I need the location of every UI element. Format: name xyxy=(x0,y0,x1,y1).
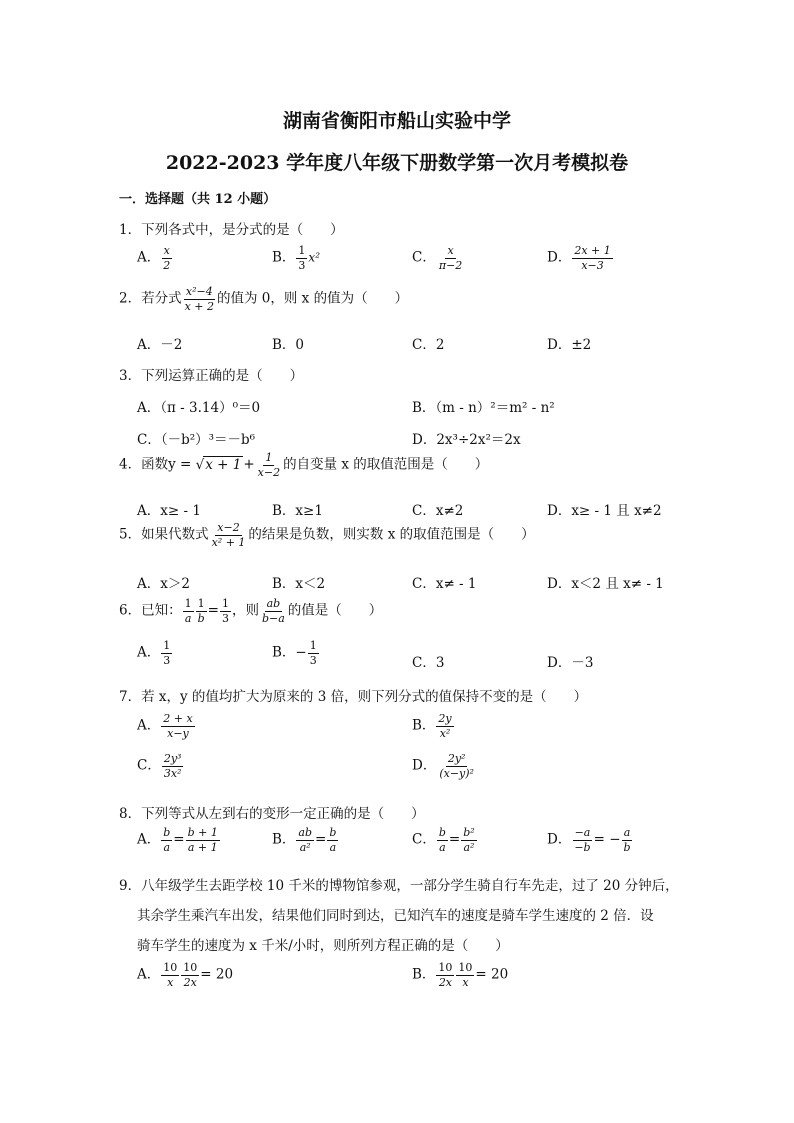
denominator: a xyxy=(439,840,446,854)
denominator: b xyxy=(197,611,205,625)
fraction xyxy=(327,827,338,853)
denominator: 3 xyxy=(309,653,317,667)
fraction xyxy=(437,245,464,271)
numerator: 10 xyxy=(183,961,198,974)
numerator: 1 xyxy=(221,597,229,610)
equals-sign: = xyxy=(448,831,461,848)
numerator: 1 xyxy=(265,451,273,464)
q2-option-b: B．0 xyxy=(272,337,305,353)
stem-text: 的自变量 x 的取值范围是（ ） xyxy=(283,456,489,473)
option-label: B． xyxy=(412,966,436,983)
numerator: 10 xyxy=(438,961,453,974)
fraction xyxy=(436,962,454,988)
option-label: D． xyxy=(547,249,572,266)
equals-minus-sign: = − xyxy=(593,831,621,848)
q9-line1: 9．八年级学生去距学校 10 千米的博物馆参观，一部分学生骑自行车先走，过了 20 分钟后， xyxy=(119,878,679,894)
fraction xyxy=(260,598,287,624)
option-label: C． xyxy=(412,249,436,266)
q6-option-d: D．－3 xyxy=(547,655,594,671)
q7-option-b xyxy=(412,713,455,739)
fraction xyxy=(308,640,319,666)
denominator: x² xyxy=(439,726,451,740)
q3-option-d: D．2x³÷2x²＝2x xyxy=(412,432,521,448)
numerator: 1 xyxy=(298,244,306,257)
fraction xyxy=(572,245,612,271)
fraction xyxy=(181,962,199,988)
q3-option-a: A．（π - 3.14）⁰＝0 xyxy=(137,400,261,416)
numerator: b xyxy=(163,826,171,839)
numerator: 1 xyxy=(184,597,192,610)
q7-option-c xyxy=(137,753,184,779)
option-label: A． xyxy=(137,717,161,734)
equals-sign: = xyxy=(173,831,185,848)
fraction xyxy=(256,452,282,478)
option-label: A． xyxy=(137,831,161,848)
q5-option-b: B．x＜2 xyxy=(272,576,326,592)
option-label: C． xyxy=(412,831,436,848)
numerator: 1 xyxy=(197,597,205,610)
q6-stem xyxy=(119,598,382,624)
fraction xyxy=(183,598,194,624)
denominator: x + 2 xyxy=(184,299,215,313)
q4-stem xyxy=(119,452,488,478)
q5-option-a: A．x＞2 xyxy=(137,576,190,592)
equals-sign: = xyxy=(315,831,327,848)
option-label: D． xyxy=(547,831,572,848)
denominator: a² xyxy=(463,840,475,854)
q7-option-a xyxy=(137,713,196,739)
q6-option-b xyxy=(272,640,320,666)
numerator: 2 + x xyxy=(163,712,193,725)
fraction xyxy=(161,713,194,739)
title-line2: 2022-2023 学年度八年级下册数学第一次月考模拟卷 xyxy=(165,152,629,174)
stem-text: ，则 xyxy=(231,602,259,619)
fraction xyxy=(210,522,248,548)
numerator: x xyxy=(447,244,454,257)
q4-option-c: C．x≠2 xyxy=(412,503,464,519)
stem-text: 的结果是负数，则实数 x 的取值范围是（ ） xyxy=(248,526,535,543)
fraction xyxy=(437,753,476,779)
numerator: 10 xyxy=(163,961,178,974)
numerator: 1 xyxy=(309,639,317,652)
denominator: a xyxy=(163,840,171,854)
q3-option-b: B．（m - n）²＝m² - n² xyxy=(412,400,555,416)
fraction xyxy=(296,827,314,853)
fraction xyxy=(161,827,172,853)
option-label: B． xyxy=(412,717,436,734)
option-label: A． xyxy=(137,644,161,661)
q7-option-d xyxy=(412,753,477,779)
numerator: b xyxy=(438,826,446,839)
denominator: b xyxy=(623,840,631,854)
q1-option-a xyxy=(137,245,173,271)
numerator: ab xyxy=(298,826,313,839)
fraction xyxy=(436,713,453,739)
q4-option-b: B．x≥1 xyxy=(272,503,323,519)
fraction xyxy=(461,827,476,853)
denominator: x xyxy=(462,975,469,989)
numerator: 1 xyxy=(163,639,171,652)
denominator: 2x xyxy=(438,975,453,989)
q8-option-d xyxy=(547,827,634,853)
q1-stem: 1．下列各式中，是分式的是（ ） xyxy=(119,222,344,238)
q3-stem: 3．下列运算正确的是（ ） xyxy=(119,368,304,384)
q6-option-a xyxy=(137,640,173,666)
plus-sign: + xyxy=(243,456,255,473)
fraction xyxy=(572,827,592,853)
q8-option-a xyxy=(137,827,221,853)
denominator: b−a xyxy=(261,611,285,625)
denominator: a² xyxy=(299,840,311,854)
radicand: x + 1 xyxy=(205,456,242,473)
title-line1: 湖南省衡阳市船山实验中学 xyxy=(282,110,511,132)
numerator: x xyxy=(163,244,170,257)
denominator: 3x² xyxy=(163,766,182,780)
denominator: x−2 xyxy=(257,465,281,479)
fraction xyxy=(456,962,474,988)
denominator: π−2 xyxy=(438,258,463,272)
option-label: A． xyxy=(137,966,161,983)
denominator: −b xyxy=(574,840,591,854)
term: x² xyxy=(308,250,320,265)
fraction xyxy=(296,245,307,271)
stem-text: 5．如果代数式 xyxy=(119,526,209,543)
numerator: ab xyxy=(266,597,281,610)
fraction xyxy=(220,598,231,624)
q8-option-c xyxy=(412,827,478,853)
q8-option-b xyxy=(272,827,339,853)
sqrt-expression: √x + 1 xyxy=(195,456,242,473)
equation-tail: = 20 xyxy=(475,966,509,983)
q5-option-d: D．x＜2 且 x≠ - 1 xyxy=(547,576,664,592)
denominator: 3 xyxy=(221,611,229,625)
numerator: x²−4 xyxy=(185,285,213,298)
q4-option-d: D．x≥ - 1 且 x≠2 xyxy=(547,503,662,519)
stem-text: 的值为 0，则 x 的值为（ ） xyxy=(217,290,409,307)
stem-text: 4．函数y = xyxy=(119,456,192,473)
q6-option-c: C．3 xyxy=(412,655,445,671)
q8-stem: 8．下列等式从左到右的变形一定正确的是（ ） xyxy=(119,806,425,822)
numerator: b xyxy=(329,826,337,839)
denominator: a + 1 xyxy=(187,840,218,854)
q1-option-c xyxy=(412,245,465,271)
equals-sign: = xyxy=(207,602,219,619)
q9-line3: 骑车学生的速度为 x 千米/小时，则所列方程正确的是（ ） xyxy=(137,938,509,954)
fraction xyxy=(162,753,184,779)
fraction xyxy=(161,962,179,988)
q1-option-b xyxy=(272,245,320,271)
q9-option-a xyxy=(137,962,233,988)
option-label: C． xyxy=(137,757,161,774)
numerator: 2y² xyxy=(447,752,466,765)
fraction xyxy=(622,827,633,853)
denominator: (x−y)² xyxy=(439,766,474,780)
q7-stem: 7．若 x，y 的值均扩大为原来的 3 倍，则下列分式的值保持不变的是（ ） xyxy=(119,689,588,705)
fraction xyxy=(161,245,172,271)
fraction xyxy=(196,598,207,624)
numerator: a xyxy=(623,826,631,839)
numerator: 2x + 1 xyxy=(574,244,611,257)
fraction xyxy=(437,827,448,853)
option-label: B． xyxy=(272,249,296,266)
option-label: D． xyxy=(412,757,437,774)
numerator: b² xyxy=(463,826,475,839)
denominator: a xyxy=(329,840,337,854)
minus-sign: − xyxy=(295,644,307,661)
q3-option-c: C．（－b²）³＝－b⁶ xyxy=(137,432,256,448)
stem-text: 的值是（ ） xyxy=(287,602,383,619)
numerator: −a xyxy=(574,826,591,839)
q9-option-b xyxy=(412,962,508,988)
q2-option-d: D．±2 xyxy=(547,337,592,353)
q2-option-a: A．－2 xyxy=(137,337,183,353)
denominator: 2x xyxy=(183,975,197,989)
q1-option-d xyxy=(547,245,614,271)
fraction xyxy=(186,827,220,853)
option-label: B． xyxy=(272,831,296,848)
q2-stem xyxy=(119,286,408,312)
stem-text: 6．已知： xyxy=(119,602,182,619)
option-label: B． xyxy=(272,644,296,661)
denominator: 3 xyxy=(163,653,171,667)
denominator: 2 xyxy=(163,258,171,272)
numerator: 2y³ xyxy=(163,752,182,765)
stem-text: 2．若分式 xyxy=(119,290,182,307)
denominator: x−3 xyxy=(581,258,604,272)
option-label: A． xyxy=(137,249,161,266)
q5-option-c: C．x≠ - 1 xyxy=(412,576,477,592)
numerator: 10 xyxy=(458,961,473,974)
numerator: x−2 xyxy=(217,521,240,534)
fraction xyxy=(161,640,172,666)
denominator: x xyxy=(167,975,174,989)
numerator: 2y xyxy=(438,712,452,725)
denominator: x² + 1 xyxy=(211,535,246,549)
fraction xyxy=(183,286,216,312)
numerator: b + 1 xyxy=(187,826,218,839)
denominator: x−y xyxy=(167,726,189,740)
q9-line2: 其余学生乘汽车出发，结果他们同时到达，已知汽车的速度是骑车学生速度的 2 倍．设 xyxy=(137,908,654,924)
denominator: a xyxy=(184,611,192,625)
q4-option-a: A．x≥ - 1 xyxy=(137,503,201,519)
equation-tail: = 20 xyxy=(200,966,234,983)
denominator: 3 xyxy=(298,258,306,272)
q5-stem xyxy=(119,522,535,548)
q2-option-c: C．2 xyxy=(412,337,445,353)
section-heading: 一．选择题（共 12 小题） xyxy=(119,192,277,207)
